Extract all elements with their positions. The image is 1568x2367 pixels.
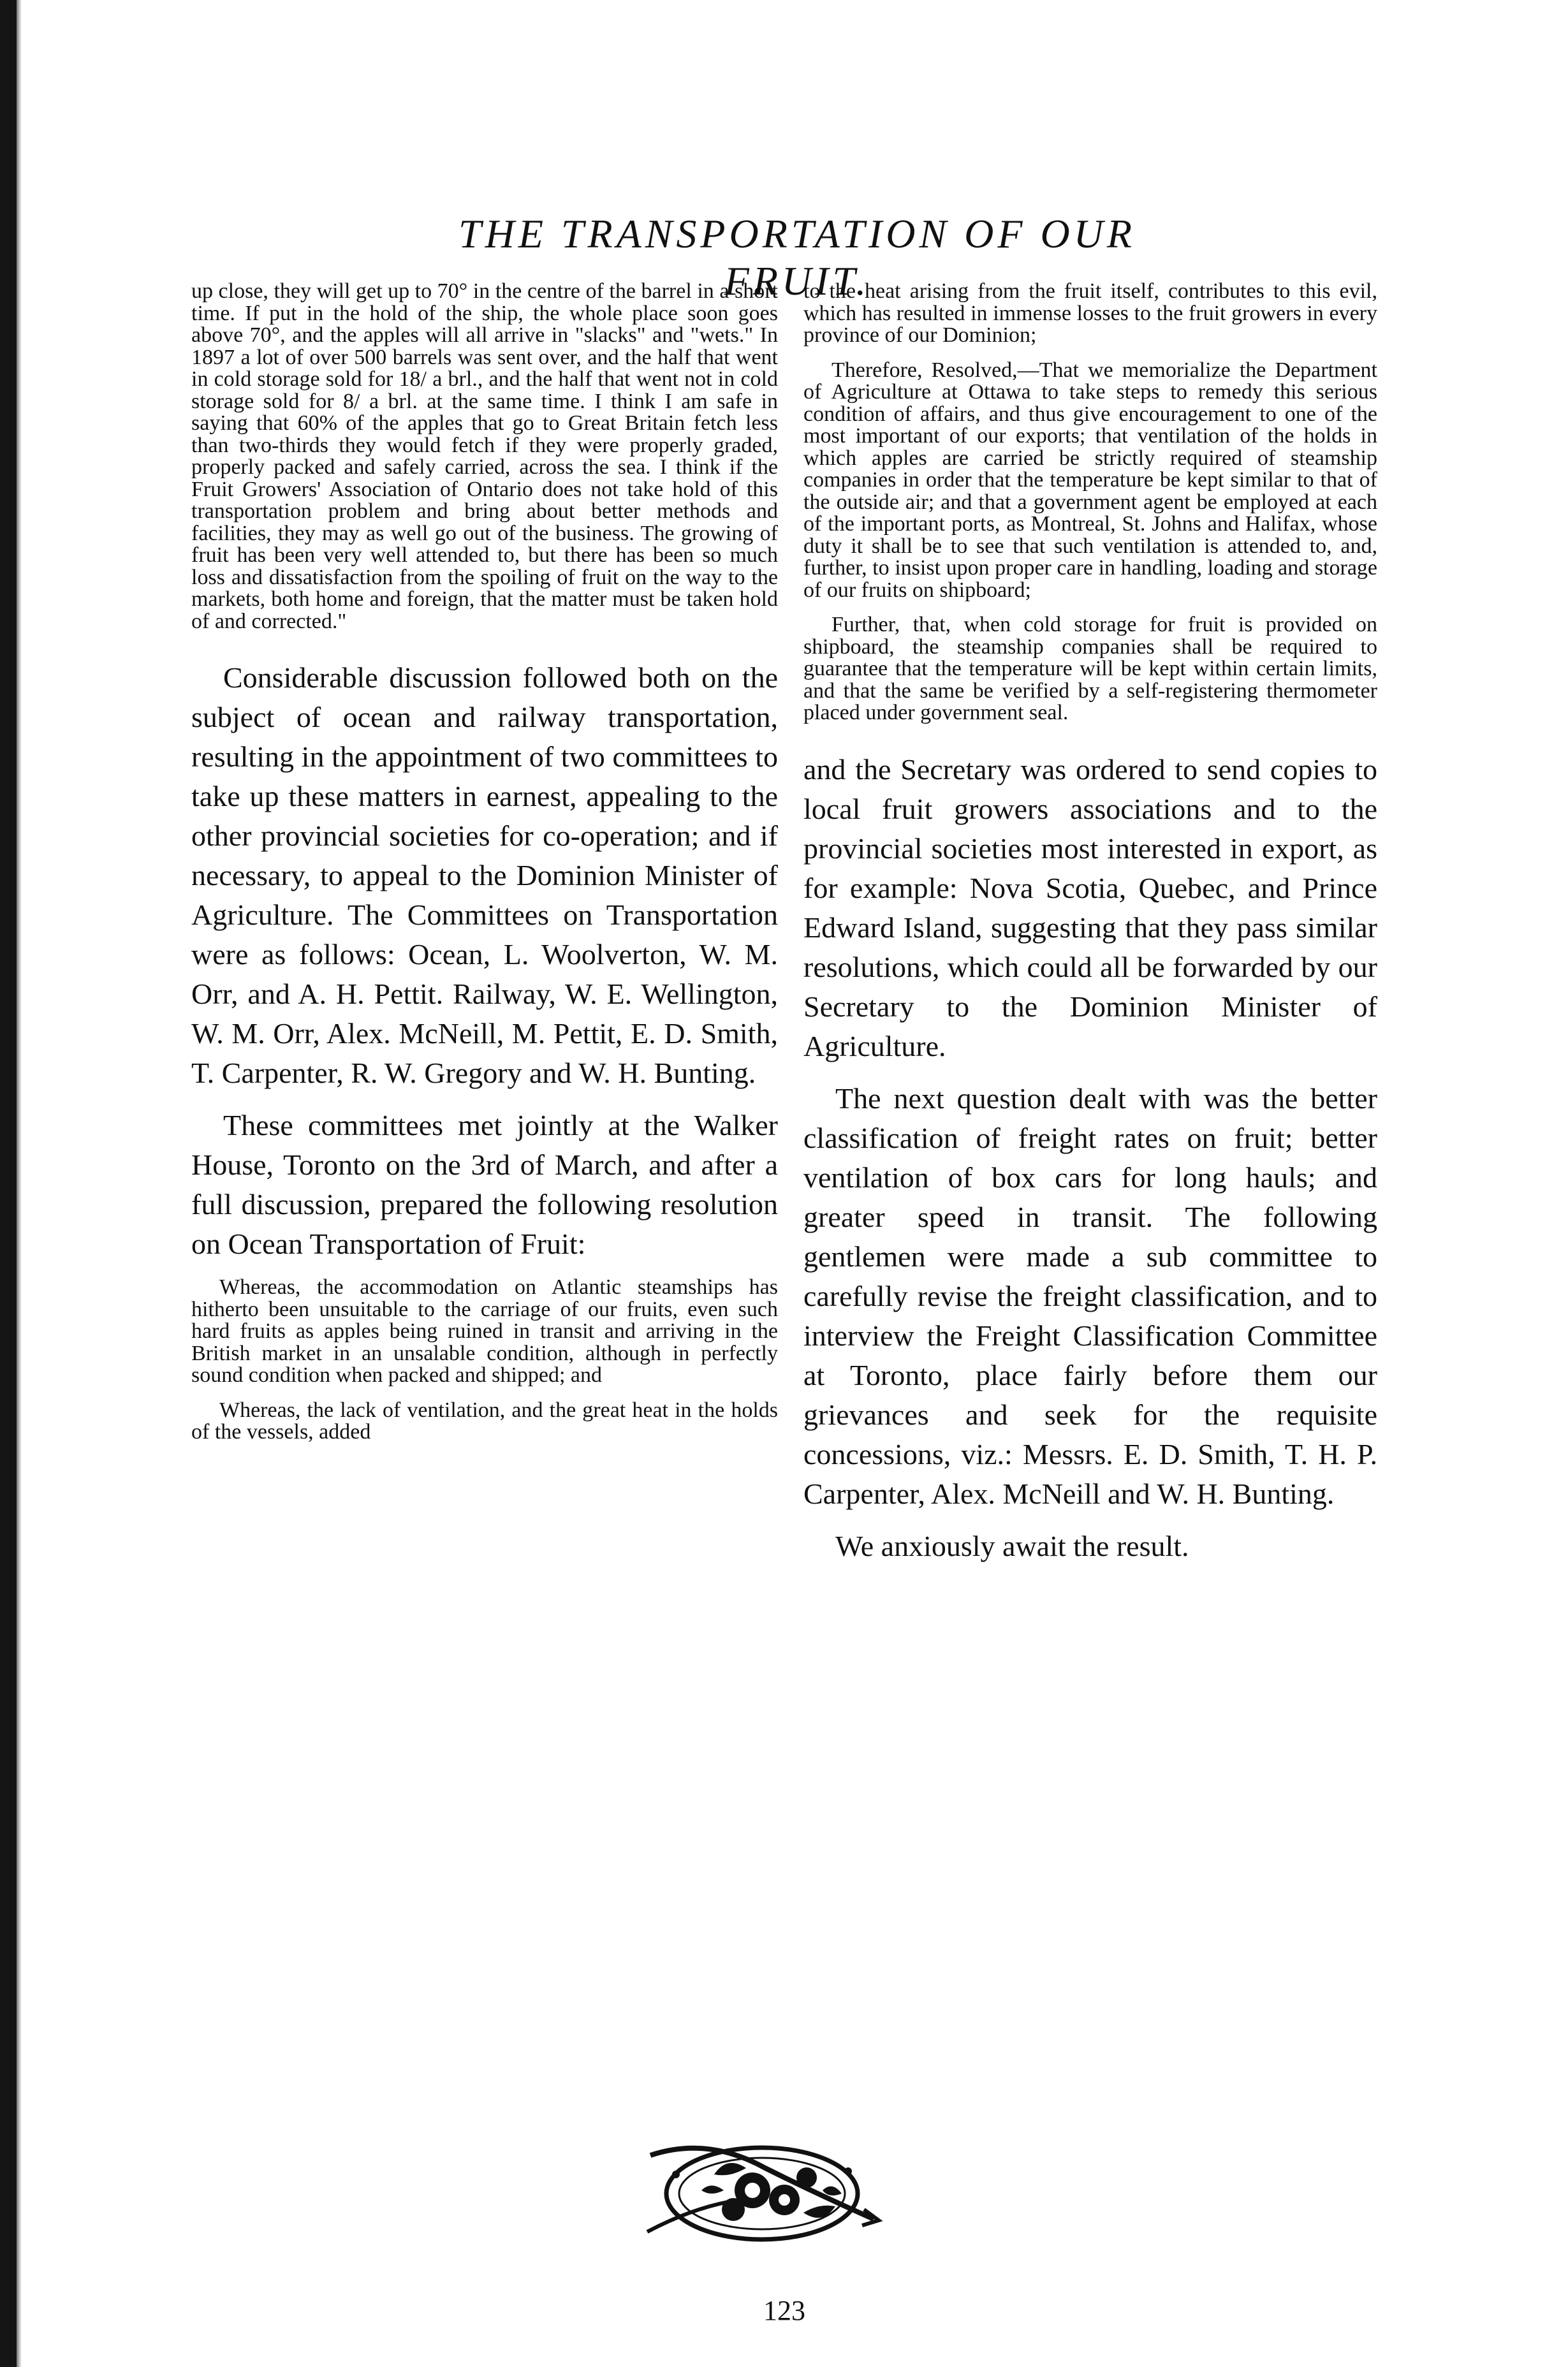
- floral-tailpiece-icon: [638, 2130, 886, 2251]
- committees-paragraph: These committees met jointly at the Walker House, Toronto on the 3rd of March, and after a full discussion, prepared the following resolution on Ocean Transportation of Fruit:: [191, 1109, 778, 1260]
- whereas-paragraph-2: Whereas, the lack of ventilation, and the great heat in the holds of the vessels, added: [191, 1398, 778, 1444]
- resolved-paragraph: Therefore, Resolved,—That we memorialize the Department of Agriculture at Ottawa to take steps to remedy this serious condition of affairs, and thus give encouragement to one of the most important of our exports; that ventilation of the holds in which apples are carried be strictly required of steamship companies in order that the temperature be kept similar to that of the outside air; and that a government agent be employed at each of the important ports, as Montreal, St. Johns and Halifax, whose duty it shall be to see that such ventilation is attended to, and, further, to insist upon proper care in handling, loading and storage of our fruits on shipboard;: [803, 358, 1377, 602]
- page-binding-edge: [0, 0, 17, 2367]
- page-title: THE TRANSPORTATION OF OUR FRUIT.: [458, 211, 1136, 304]
- left-column: [191, 281, 778, 1444]
- right-column: [803, 281, 1377, 1566]
- page-number: 123: [763, 2295, 805, 2326]
- discussion-paragraph: Considerable discussion followed both on the subject of ocean and railway transportation, resulting in the appointment of two committees to take up these matters in earnest, appealing to the other provincial societies for co-operation; and if necessary, to appeal to the Dominion Minister of Agriculture. The Committees on Transportation were as follows: Ocean, L. Woolverton, W. M. Orr, and A. H. Pettit. Railway, W. E. Wellington, W. M. Orr, Alex. McNeill, M. Pettit, E. D. Smith, T. Carpenter, R. W. Gregory and W. H. Bunting.: [191, 661, 778, 1089]
- secretary-paragraph: and the Secretary was ordered to send copies to local fruit growers associations and to the provincial societies most interested in export, as for example: Nova Scotia, Quebec, and Prince Edward Island, suggesting that they pass similar resolutions, which could all be forwarded by our Secretary to the Dominion Minister of Agriculture.: [803, 752, 1377, 1062]
- further-paragraph: Further, that, when cold storage for fruit is provided on shipboard, the steamship companies shall be required to guarantee that the temperature will be kept within certain limits, and that the same be verified by a self-registering thermometer placed under government seal.: [803, 613, 1377, 724]
- next-question-paragraph: The next question dealt with was the better classification of freight rates on fruit; better ventilation of box cars for long hauls; and greater speed in transit. The following gentlemen were made a sub committee to carefully revise the freight classification, and to interview the Freight Classification Committee at Toronto, place fairly before them our grievances and seek for the requisite concessions, viz.: Messrs. E. D. Smith, T. H. P. Carpenter, Alex. McNeill and W. H. Bunting.: [803, 1081, 1377, 1510]
- whereas-paragraph-1: Whereas, the accommodation on Atlantic steamships has hitherto been unsuitable to the carriage of our fruits, even such hard fruits as apples being ruined in transit and arriving in the British market in an unsalable condition, although in perfectly sound condition when packed and shipped; and: [191, 1275, 778, 1387]
- continuation-paragraph: to the heat arising from the fruit itself, contributes to this evil, which has resulted in immense losses to the fruit growers in every province of our Dominion;: [803, 279, 1377, 347]
- closing-line: We anxiously await the result.: [835, 1529, 1189, 1562]
- quote-paragraph: up close, they will get up to 70° in the centre of the barrel in a short time. If put in the hold of the ship, the whole place soon goes above 70°, and the apples will all arrive in "slacks" and "wets." In 1897 a lot of over 500 barrels was sent over, and the half that went in cold storage sold for 18/ a brl., and the half that went not in cold storage sold for 8/ a brl. at the same time. I think I am safe in saying that 60% of the apples that go to Great Britain fetch less than two-thirds they would fetch if they were properly graded, properly packed and safely carried, across the sea. I think if the Fruit Growers' Association of Ontario does not take hold of this transportation problem and bring about better methods and facilities, they may as well go out of the business. The growing of fruit has been very well attended to, but there has been so much loss and dissatisfaction from the spoiling of fruit on the way to the markets, both home and foreign, that the matter must be taken hold of and corrected.": [191, 279, 778, 633]
